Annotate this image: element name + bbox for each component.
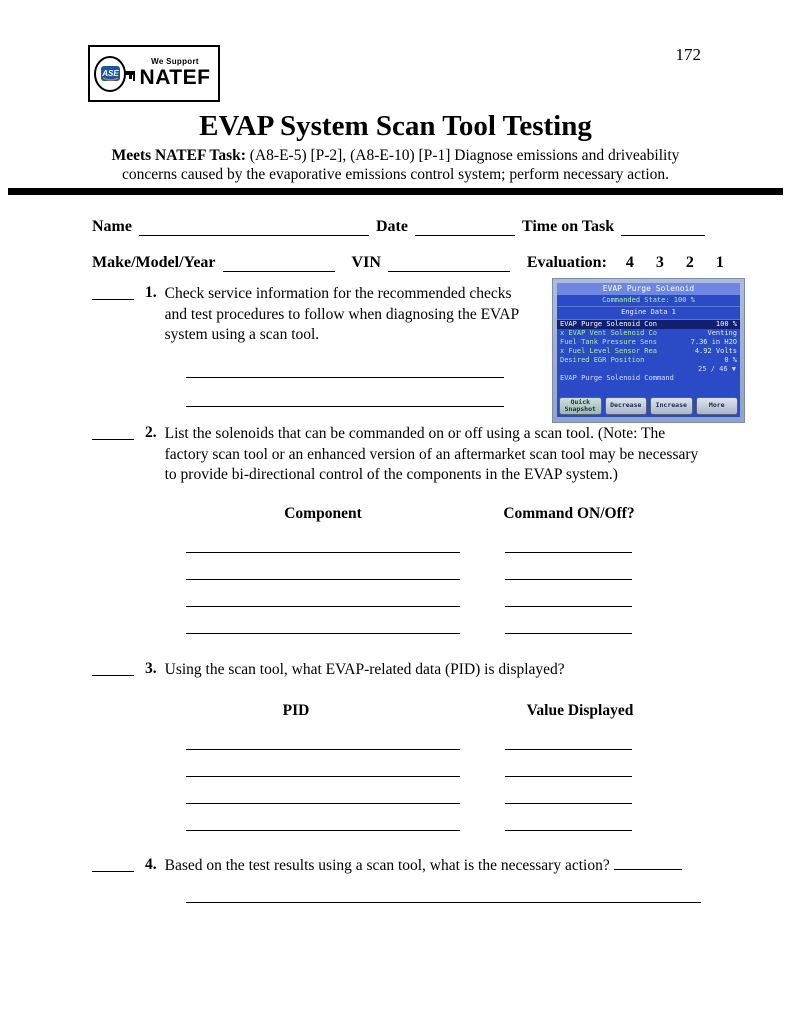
down-arrow-icon: ▼ [731, 365, 736, 374]
answer-line [505, 749, 632, 750]
answer-line [186, 633, 460, 634]
we-support-text: We Support [151, 57, 199, 67]
date-label: Date [375, 218, 408, 235]
answer-line [505, 633, 632, 634]
pid-label: x Fuel Level Sensor Rea [560, 346, 657, 355]
divider-rule [8, 188, 783, 195]
pid-label: EVAP Purge Solenoid Con [560, 319, 657, 328]
q1-grade-blank [92, 284, 134, 300]
question-3 [92, 660, 725, 681]
scan-tool-row [557, 356, 740, 365]
quick-snapshot-button: Quick Snapshot [559, 397, 602, 415]
scan-tool-row [557, 338, 740, 347]
answer-line [505, 579, 632, 580]
make-model-year-label: Make/Model/Year [92, 254, 216, 271]
answer-line [186, 776, 460, 777]
more-button: More [696, 397, 739, 415]
vin-blank [388, 255, 510, 272]
answer-line [505, 606, 632, 607]
scan-tool-subtitle: Engine Data 1 [557, 306, 740, 319]
evaluation-label: Evaluation: [526, 254, 607, 271]
q2-grade-blank [92, 424, 134, 440]
scan-tool-command-label: EVAP Purge Solenoid Command [560, 374, 674, 383]
pid-value: 4.92 Volts [694, 346, 737, 355]
time-on-task-blank [621, 219, 705, 236]
q4-text: Based on the test results using a scan tool, what is the necessary action? [165, 856, 740, 877]
make-model-year-blank [223, 255, 335, 272]
evaluation-scale [626, 254, 724, 272]
name-label: Name [92, 218, 132, 235]
pid-label: Fuel Tank Pressure Sens [560, 337, 657, 346]
q3-text: Using the scan tool, what EVAP-related data (PID) is displayed? [164, 661, 565, 678]
natef-task-text: (A8-E-5) [P-2], (A8-E-10) [P-1] Diagnose emissions and driveability concerns caused by the evaporative emissions control system; perform necessary action. [121, 147, 680, 183]
answer-line [505, 552, 632, 553]
evaluation-value-2: 2 [685, 254, 694, 271]
answer-line [186, 552, 460, 553]
natef-task [88, 147, 703, 184]
evaluation-value-3: 3 [655, 254, 664, 271]
component-header: Component [284, 505, 362, 522]
evaluation-value-4: 4 [625, 254, 634, 271]
answer-line [186, 803, 460, 804]
natef-logo [88, 45, 220, 102]
question-1 [92, 284, 537, 346]
scan-tool-commanded-state: Commanded State: 100 % [602, 296, 695, 305]
info-row-1 [92, 218, 705, 236]
scan-tool-row-selected [557, 320, 740, 329]
answer-line [505, 830, 632, 831]
answer-line [186, 377, 504, 378]
question-2 [92, 424, 713, 486]
answer-line [186, 830, 460, 831]
time-on-task-label: Time on Task [521, 218, 615, 235]
pid-label: x EVAP Vent Solenoid Co [560, 328, 657, 337]
q2-text: List the solenoids that can be commanded on or off using a scan tool. (Note: The factory scan tool or an enhanced version of an aftermarket scan tool may be necessary to provide bi-directional control of the components in the EVAP system.) [164, 425, 699, 484]
scan-tool-row [557, 329, 740, 338]
natef-text: NATEF [139, 66, 211, 90]
value-displayed-header: Value Displayed [526, 702, 634, 719]
q2-number: 2. [145, 424, 157, 441]
page-title: EVAP System Scan Tool Testing [199, 110, 592, 142]
pid-value: 100 % [715, 319, 737, 328]
info-row-2 [92, 254, 724, 272]
q4-number: 4. [145, 856, 157, 873]
scan-tool-screen [557, 283, 740, 417]
evaluation-value-1: 1 [715, 254, 724, 271]
q4-answer-blank [614, 856, 682, 870]
key-icon [93, 52, 137, 96]
name-blank [139, 219, 369, 236]
vin-label: VIN [351, 254, 381, 271]
scan-tool-buttons [557, 395, 740, 417]
page-number: 172 [675, 45, 701, 64]
answer-line [186, 406, 504, 407]
pid-value: 0 % [724, 355, 737, 364]
scan-tool-title: EVAP Purge Solenoid [557, 283, 740, 295]
increase-button: Increase [650, 397, 693, 415]
decrease-button: Decrease [605, 397, 648, 415]
date-blank [415, 219, 515, 236]
q1-number: 1. [145, 284, 157, 301]
answer-line [186, 579, 460, 580]
q4-grade-blank [92, 856, 134, 872]
pid-label: Desired EGR Position [560, 355, 645, 364]
q3-grade-blank [92, 660, 134, 676]
pid-header: PID [282, 702, 310, 719]
answer-line [505, 776, 632, 777]
answer-line [186, 902, 701, 903]
q3-number: 3. [145, 660, 157, 677]
answer-line [505, 803, 632, 804]
natef-task-label: Meets NATEF Task: [111, 147, 246, 164]
question-4 [92, 856, 740, 877]
pid-value: Venting [707, 328, 737, 337]
scan-tool-row [557, 347, 740, 356]
command-onoff-header: Command ON/Off? [503, 505, 635, 522]
scan-tool-command-value: 25 / 46 ▼ [698, 365, 736, 374]
answer-line [186, 749, 460, 750]
ase-logo-text: ASE [102, 68, 119, 78]
pid-value: 7.36 in H2O [690, 337, 737, 346]
answer-line [186, 606, 460, 607]
scan-tool-photo [552, 278, 745, 423]
q1-text: Check service information for the recommended checks and test procedures to follow when diagnosing the EVAP system using a scan tool. [164, 285, 519, 344]
